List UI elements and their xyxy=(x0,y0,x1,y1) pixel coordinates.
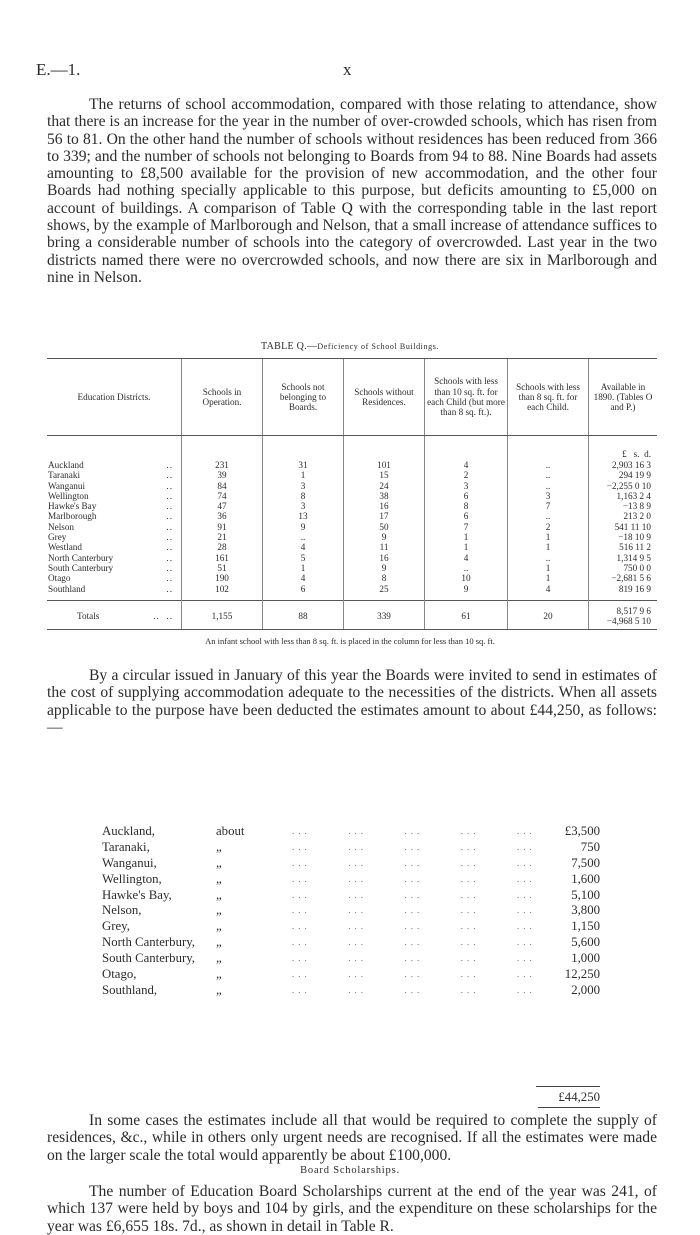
not-belonging-cell: .. xyxy=(263,532,344,542)
estimates-total xyxy=(536,1086,600,1105)
without-residences-cell: 15 xyxy=(344,470,425,480)
estimate-amount: 7,500 xyxy=(571,855,600,870)
paragraph-estimates-note xyxy=(47,1112,657,1164)
district-cell: Wellington .. xyxy=(48,490,173,501)
in-operation-cell: 51 xyxy=(182,563,263,573)
less-than-10-cell: 6 xyxy=(425,491,508,501)
estimate-row: Hawke's Bay, „ ... ... ... ... ... 5,100 xyxy=(102,887,600,902)
not-belonging-cell: 3 xyxy=(263,481,344,491)
less-than-8-cell: 7 xyxy=(508,501,589,511)
without-residences-cell: 8 xyxy=(344,573,425,583)
table-row xyxy=(47,563,657,573)
table-row xyxy=(47,470,657,480)
currency-header xyxy=(589,448,658,460)
estimate-district: Taranaki, xyxy=(102,839,150,854)
less-than-10-cell: 4 xyxy=(425,460,508,470)
less-than-10-cell: 9 xyxy=(425,584,508,601)
less-than-8-cell: 1 xyxy=(508,573,589,583)
total-not-belonging: 88 xyxy=(263,600,344,630)
less-than-8-cell: 2 xyxy=(508,522,589,532)
estimates-total-value: £44,250 xyxy=(558,1090,600,1104)
estimate-ditto: „ xyxy=(216,951,222,966)
total-less-than-8: 20 xyxy=(508,600,589,630)
estimate-ditto: „ xyxy=(216,919,222,934)
estimate-ditto: „ xyxy=(216,935,222,950)
section-heading xyxy=(0,1161,700,1177)
total-available xyxy=(589,600,658,630)
table-caption-prefix: TABLE Q.— xyxy=(260,341,318,352)
section-heading-text: Board Scholarships. xyxy=(300,1165,400,1176)
district-cell: Taranaki .. xyxy=(48,470,173,481)
table-row xyxy=(47,584,657,601)
less-than-8-cell: .. xyxy=(508,511,589,521)
in-operation-cell: 28 xyxy=(182,542,263,552)
less-than-8-cell: 1 xyxy=(508,563,589,573)
available-cell: −13 8 9 xyxy=(589,501,658,511)
less-than-10-cell: 3 xyxy=(425,481,508,491)
table-row xyxy=(47,511,657,521)
without-residences-cell: 11 xyxy=(344,542,425,552)
not-belonging-cell: 9 xyxy=(263,522,344,532)
district-cell: Wanganui .. xyxy=(48,480,173,491)
deficiency-table xyxy=(47,358,657,630)
available-cell: 516 11 2 xyxy=(589,542,658,552)
table-row xyxy=(47,491,657,501)
estimate-district: South Canterbury, xyxy=(102,951,196,966)
estimate-row: Wanganui, „ ... ... ... ... ... 7,500 xyxy=(102,855,600,870)
less-than-10-cell: .. xyxy=(425,563,508,573)
estimate-district: Wanganui, xyxy=(102,855,157,870)
estimate-row: Nelson, „ ... ... ... ... ... 3,800 xyxy=(102,903,600,918)
less-than-10-cell: 1 xyxy=(425,542,508,552)
estimate-district: Otago, xyxy=(102,967,137,982)
not-belonging-cell: 4 xyxy=(263,573,344,583)
not-belonging-cell: 4 xyxy=(263,542,344,552)
estimate-district: Grey, xyxy=(102,919,130,934)
in-operation-cell: 161 xyxy=(182,553,263,563)
without-residences-cell: 25 xyxy=(344,584,425,601)
table-row xyxy=(47,522,657,532)
in-operation-cell: 102 xyxy=(182,584,263,601)
col-header-less-than-10: Schools with less than 10 sq. ft. for each Child (but more than 8 sq. ft.). xyxy=(425,359,508,436)
not-belonging-cell: 8 xyxy=(263,491,344,501)
available-cell: 541 11 10 xyxy=(589,522,658,532)
district-cell: Nelson .. xyxy=(48,521,173,532)
available-cell: 2,903 16 3 xyxy=(589,460,658,470)
estimate-row: Auckland, about ... ... ... ... ... £3,500 xyxy=(102,824,600,838)
estimate-row: Southland, „ ... ... ... ... ... 2,000 xyxy=(102,982,600,997)
less-than-10-cell: 7 xyxy=(425,522,508,532)
district-cell: Otago .. xyxy=(48,573,173,584)
estimate-ditto: „ xyxy=(216,903,222,918)
paragraph-accommodation-text: The returns of school accommodation, compared with those relating to attendance, show that there is an increase for the year in the number of over-crowded schools, which has risen from 56 to 81. On the other hand the number of schools without residences has been reduced from 366 to 339; and the number of schools not belonging to Boards from 94 to 88. Nine Boards had assets amounting to £8,500 available for the provision of new accommodation, and the other four Boards had nothing specially applicable to this purpose, but deficits amounting to £5,000 on account of buildings. A comparison of Table Q with the corresponding table in the last report shows, by the example of Marlborough and Nelson, that a small increase of attendance suffices to bring a considerable number of schools into the category of overcrowded. Last year in the two districts named there were no overcrowded schools, and now there are six in Marlborough and nine in Nelson. xyxy=(47,96,657,286)
less-than-8-cell: 3 xyxy=(508,491,589,501)
totals-label: Totals .. .. xyxy=(47,600,182,630)
estimate-row: North Canterbury, „ ... ... ... ... ... 5,600 xyxy=(102,935,600,950)
estimate-amount: 12,250 xyxy=(564,967,600,982)
estimate-amount: 1,150 xyxy=(571,919,600,934)
available-cell: −2,255 0 10 xyxy=(589,481,658,491)
table-row xyxy=(47,460,657,470)
estimate-ditto: „ xyxy=(216,982,222,997)
col-header-less-than-8: Schools with less than 8 sq. ft. for each Child. xyxy=(508,359,589,436)
report-reference: E.—1. xyxy=(36,60,81,79)
estimate-amount: 1,000 xyxy=(571,951,600,966)
less-than-8-cell: .. xyxy=(508,553,589,563)
less-than-8-cell: .. xyxy=(508,481,589,491)
available-cell: 819 16 9 xyxy=(589,584,658,601)
estimate-row: Taranaki, „ ... ... ... ... ... 750 xyxy=(102,839,600,854)
in-operation-cell: 231 xyxy=(182,460,263,470)
without-residences-cell: 9 xyxy=(344,532,425,542)
table-row xyxy=(47,481,657,491)
table-row xyxy=(47,532,657,542)
estimate-ditto: „ xyxy=(216,839,222,854)
in-operation-cell: 74 xyxy=(182,491,263,501)
pence-header: d. xyxy=(644,448,651,459)
less-than-8-cell: 1 xyxy=(508,542,589,552)
available-cell: −18 10 9 xyxy=(589,532,658,542)
less-than-8-cell: 1 xyxy=(508,532,589,542)
table-caption xyxy=(0,341,700,352)
not-belonging-cell: 13 xyxy=(263,511,344,521)
paragraph-scholarships xyxy=(47,1183,657,1235)
in-operation-cell: 21 xyxy=(182,532,263,542)
page-number: x xyxy=(343,60,352,79)
total-less-than-10: 61 xyxy=(425,600,508,630)
without-residences-cell: 17 xyxy=(344,511,425,521)
without-residences-cell: 24 xyxy=(344,481,425,491)
pounds-header: £ xyxy=(622,448,627,459)
estimate-district: Hawke's Bay, xyxy=(102,887,172,902)
estimate-about: about xyxy=(216,824,245,838)
district-cell: Hawke's Bay .. xyxy=(48,501,173,512)
paragraph-scholarships-text: The number of Education Board Scholarships current at the end of the year was 241, of which 137 were held by boys and 104 by girls, and the expenditure on these scholarships for the year was £6,655 18s. 7d., as shown in detail in Table R. xyxy=(47,1183,657,1235)
paragraph-estimates-note-text: In some cases the estimates include all that would be required to complete the supply of residences, &c., while in others only urgent needs are recognised. If all the estimates were made on the larger scale the total would apparently be about £100,000. xyxy=(47,1112,657,1164)
estimate-amount: 1,600 xyxy=(571,871,600,886)
district-cell: Auckland .. xyxy=(48,460,173,470)
total-in-operation: 1,155 xyxy=(182,600,263,630)
available-cell: 750 0 0 xyxy=(589,563,658,573)
less-than-10-cell: 10 xyxy=(425,573,508,583)
district-cell: Southland .. xyxy=(48,583,173,594)
in-operation-cell: 39 xyxy=(182,470,263,480)
col-header-without-residences: Schools without Residences. xyxy=(344,359,425,436)
in-operation-cell: 91 xyxy=(182,522,263,532)
estimate-ditto: „ xyxy=(216,871,222,886)
table-row xyxy=(47,553,657,563)
estimate-row: Wellington, „ ... ... ... ... ... 1,600 xyxy=(102,871,600,886)
table-row xyxy=(47,542,657,552)
total-available-positive: 8,517 9 6 xyxy=(616,605,651,616)
estimate-district: Wellington, xyxy=(102,871,162,886)
in-operation-cell: 84 xyxy=(182,481,263,491)
estimate-district: Auckland, xyxy=(102,824,155,838)
estimate-district: North Canterbury, xyxy=(102,935,195,950)
total-without-residences: 339 xyxy=(344,600,425,630)
not-belonging-cell: 6 xyxy=(263,584,344,601)
col-header-in-operation: Schools in Operation. xyxy=(182,359,263,436)
estimate-amount: 5,100 xyxy=(571,887,600,902)
not-belonging-cell: 1 xyxy=(263,563,344,573)
district-cell: Westland .. xyxy=(48,542,173,553)
available-cell: 294 19 9 xyxy=(589,470,658,480)
estimate-amount: 2,000 xyxy=(571,982,600,997)
district-cell: South Canterbury .. xyxy=(48,562,173,573)
less-than-10-cell: 6 xyxy=(425,511,508,521)
shillings-header: s. xyxy=(633,448,640,459)
estimate-amount: 5,600 xyxy=(571,935,600,950)
less-than-8-cell: 4 xyxy=(508,584,589,601)
not-belonging-cell: 3 xyxy=(263,501,344,511)
without-residences-cell: 9 xyxy=(344,563,425,573)
estimate-district: Nelson, xyxy=(102,903,142,918)
estimate-row: South Canterbury, „ ... ... ... ... ... 1,000 xyxy=(102,951,600,966)
less-than-10-cell: 2 xyxy=(425,470,508,480)
without-residences-cell: 16 xyxy=(344,501,425,511)
less-than-10-cell: 1 xyxy=(425,532,508,542)
totals-row xyxy=(47,600,657,630)
less-than-10-cell: 8 xyxy=(425,501,508,511)
table-row xyxy=(47,573,657,583)
not-belonging-cell: 5 xyxy=(263,553,344,563)
estimate-ditto: „ xyxy=(216,967,222,982)
without-residences-cell: 38 xyxy=(344,491,425,501)
table-row xyxy=(47,501,657,511)
paragraph-accommodation xyxy=(47,96,657,286)
without-residences-cell: 101 xyxy=(344,460,425,470)
table-caption-title: Deficiency of School Buildings. xyxy=(317,342,440,351)
col-header-not-belonging: Schools not belonging to Boards. xyxy=(263,359,344,436)
table-header-row xyxy=(47,359,657,436)
estimate-ditto: „ xyxy=(216,887,222,902)
available-cell: 1,314 9 5 xyxy=(589,553,658,563)
not-belonging-cell: 31 xyxy=(263,460,344,470)
total-available-negative: −4,968 5 10 xyxy=(606,616,651,627)
district-cell: Grey .. xyxy=(48,532,173,543)
estimate-row: Otago, „ ... ... ... ... ... 12,250 xyxy=(102,967,600,982)
less-than-10-cell: 4 xyxy=(425,553,508,563)
in-operation-cell: 47 xyxy=(182,501,263,511)
paragraph-circular-text: By a circular issued in January of this year the Boards were invited to send in estimates of the cost of supplying accommodation adequate to the necessities of the districts. When all assets applicable to the purpose have been deducted the estimates amount to about £44,250, as follows:— xyxy=(47,667,657,736)
in-operation-cell: 36 xyxy=(182,511,263,521)
without-residences-cell: 50 xyxy=(344,522,425,532)
estimate-amount: 750 xyxy=(580,839,600,854)
available-cell: 213 2 0 xyxy=(589,511,658,521)
estimate-ditto: „ xyxy=(216,855,222,870)
estimate-row: Grey, „ ... ... ... ... ... 1,150 xyxy=(102,919,600,934)
less-than-8-cell: .. xyxy=(508,460,589,470)
estimate-amount: 3,800 xyxy=(571,903,600,918)
in-operation-cell: 190 xyxy=(182,573,263,583)
col-header-district: Education Districts. xyxy=(47,359,182,436)
currency-header-row xyxy=(47,448,657,460)
estimate-amount: £3,500 xyxy=(564,824,600,838)
available-cell: −2,681 5 6 xyxy=(589,573,658,583)
less-than-8-cell: .. xyxy=(508,470,589,480)
district-cell: Marlborough .. xyxy=(48,511,173,522)
estimates-list xyxy=(102,824,600,999)
paragraph-circular xyxy=(47,667,657,736)
table-footnote: An infant school with less than 8 sq. ft. is placed in the column for less than 10 sq. ft. xyxy=(205,636,495,646)
district-cell: North Canterbury .. xyxy=(48,552,173,563)
without-residences-cell: 16 xyxy=(344,553,425,563)
available-cell: 1,163 2 4 xyxy=(589,491,658,501)
col-header-available: Available in 1890. (Tables O and P.) xyxy=(589,359,658,436)
not-belonging-cell: 1 xyxy=(263,470,344,480)
estimate-district: Southland, xyxy=(102,982,158,997)
